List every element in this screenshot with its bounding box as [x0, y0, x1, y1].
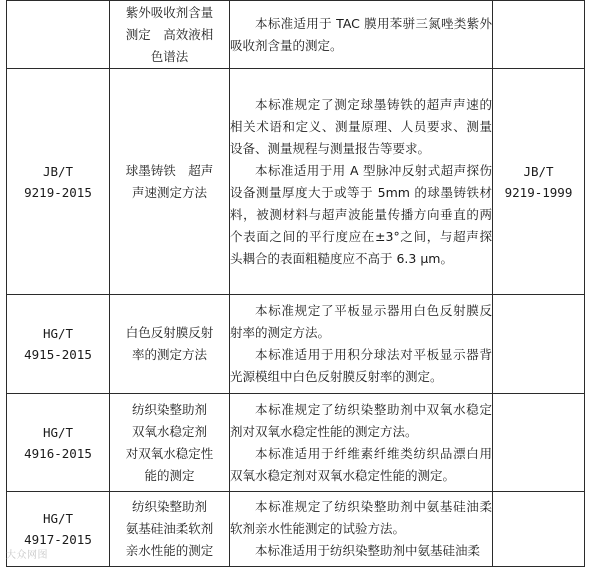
standard-name-cell: [110, 295, 230, 394]
replaced-standard-cell: [493, 295, 585, 394]
standard-name-line: 能的测定: [144, 467, 195, 483]
scope-cell: [230, 69, 493, 295]
standard-name-cell: [110, 394, 230, 492]
standard-name-line: 纺织染整助剂: [131, 401, 207, 417]
standard-code-cell: [7, 394, 110, 492]
standard-name-line: 纺织染整助剂: [131, 499, 207, 514]
replaced-standard-cell: [493, 69, 585, 295]
standard-name-line: 测定 高效液相: [125, 26, 214, 42]
table-row: [7, 394, 585, 492]
scope-paragraph: 本标准规定了纺织染整助剂中氨基硅油柔软剂亲水性能测定的试验方法。: [230, 499, 492, 536]
replaced-code-number: 9219-1999: [504, 184, 573, 200]
standard-name-line: 对双氧水稳定性: [125, 445, 214, 461]
scope-paragraph: 本标准适用于纺织染整助剂中氨基硅油柔: [255, 543, 481, 558]
standard-code-cell: [7, 1, 110, 69]
standard-code-number: 4915-2015: [24, 347, 92, 362]
standard-code-number: 9219-2015: [24, 184, 92, 200]
standard-code-cell: [7, 295, 110, 394]
scope-cell: [230, 295, 493, 394]
standard-code-prefix: HG/T: [42, 326, 74, 341]
replaced-standard-cell: [493, 1, 585, 69]
scope-paragraph: 本标准规定了平板显示器用白色反射膜反射率的测定方法。: [230, 303, 492, 340]
table-row: [7, 1, 585, 69]
scope-cell: [230, 492, 493, 567]
standard-name-line: 亲水性能的测定: [125, 543, 214, 558]
standard-name-cell: [110, 1, 230, 69]
scope-paragraph: 本标准适用于 TAC 膜用苯骈三氮唑类紫外吸收剂含量的测定。: [230, 15, 492, 53]
replaced-code-prefix: JB/T: [523, 163, 554, 179]
scope-paragraph: 本标准适用于用 A 型脉冲反射式超声探伤设备测量厚度大于或等于 5mm 的球墨铸铁材料，被测材料与超声波能量传播方向垂直的两个表面之间的平行度应在±3°之间，与超声探头耦合的表面粗糙度应不高于 6.3 μm。: [230, 162, 492, 266]
standard-name-line: 白色反射膜反射: [125, 325, 214, 340]
scope-paragraph: 本标准规定了测定球墨铸铁的超声声速的相关术语和定义、测量原理、人员要求、测量设备、测量规程与测量报告等要求。: [230, 96, 492, 156]
scope-paragraph: 本标准适用于纤维素纤维类纺织品漂白用双氧水稳定剂对双氧水稳定性能的测定。: [230, 445, 492, 483]
table-row: [7, 295, 585, 394]
standard-code-number: 4916-2015: [24, 445, 92, 461]
standard-name-cell: [110, 69, 230, 295]
replaced-standard-cell: [493, 492, 585, 567]
standard-code-prefix: JB/T: [42, 163, 74, 179]
standard-code-number: 4917-2015: [24, 532, 92, 547]
standard-name-line: 率的测定方法: [131, 347, 207, 362]
scope-cell: [230, 394, 493, 492]
standard-name-line: 色谱法: [150, 48, 189, 64]
table-row: [7, 69, 585, 295]
watermark-logo: 大众网图: [6, 550, 48, 561]
replaced-standard-cell: [493, 394, 585, 492]
scope-paragraph: 本标准适用于用积分球法对平板显示器背光源模组中白色反射膜反射率的测定。: [230, 347, 492, 384]
standard-name-cell: [110, 492, 230, 567]
standard-name-line: 氨基硅油柔软剂: [125, 521, 214, 536]
standard-code-prefix: HG/T: [42, 424, 74, 440]
standard-code-prefix: HG/T: [42, 511, 74, 526]
scope-cell: [230, 1, 493, 69]
standard-code-cell: [7, 69, 110, 295]
standard-name-line: 双氧水稳定剂: [131, 423, 207, 439]
standard-name-line: 球墨铸铁 超声: [125, 162, 214, 178]
standards-table: [6, 0, 585, 567]
table-row: [7, 492, 585, 567]
scope-paragraph: 本标准规定了纺织染整助剂中双氧水稳定剂对双氧水稳定性能的测定方法。: [230, 401, 492, 439]
standard-name-line: 声速测定方法: [131, 184, 207, 200]
standard-name-line: 紫外吸收剂含量: [125, 4, 214, 20]
